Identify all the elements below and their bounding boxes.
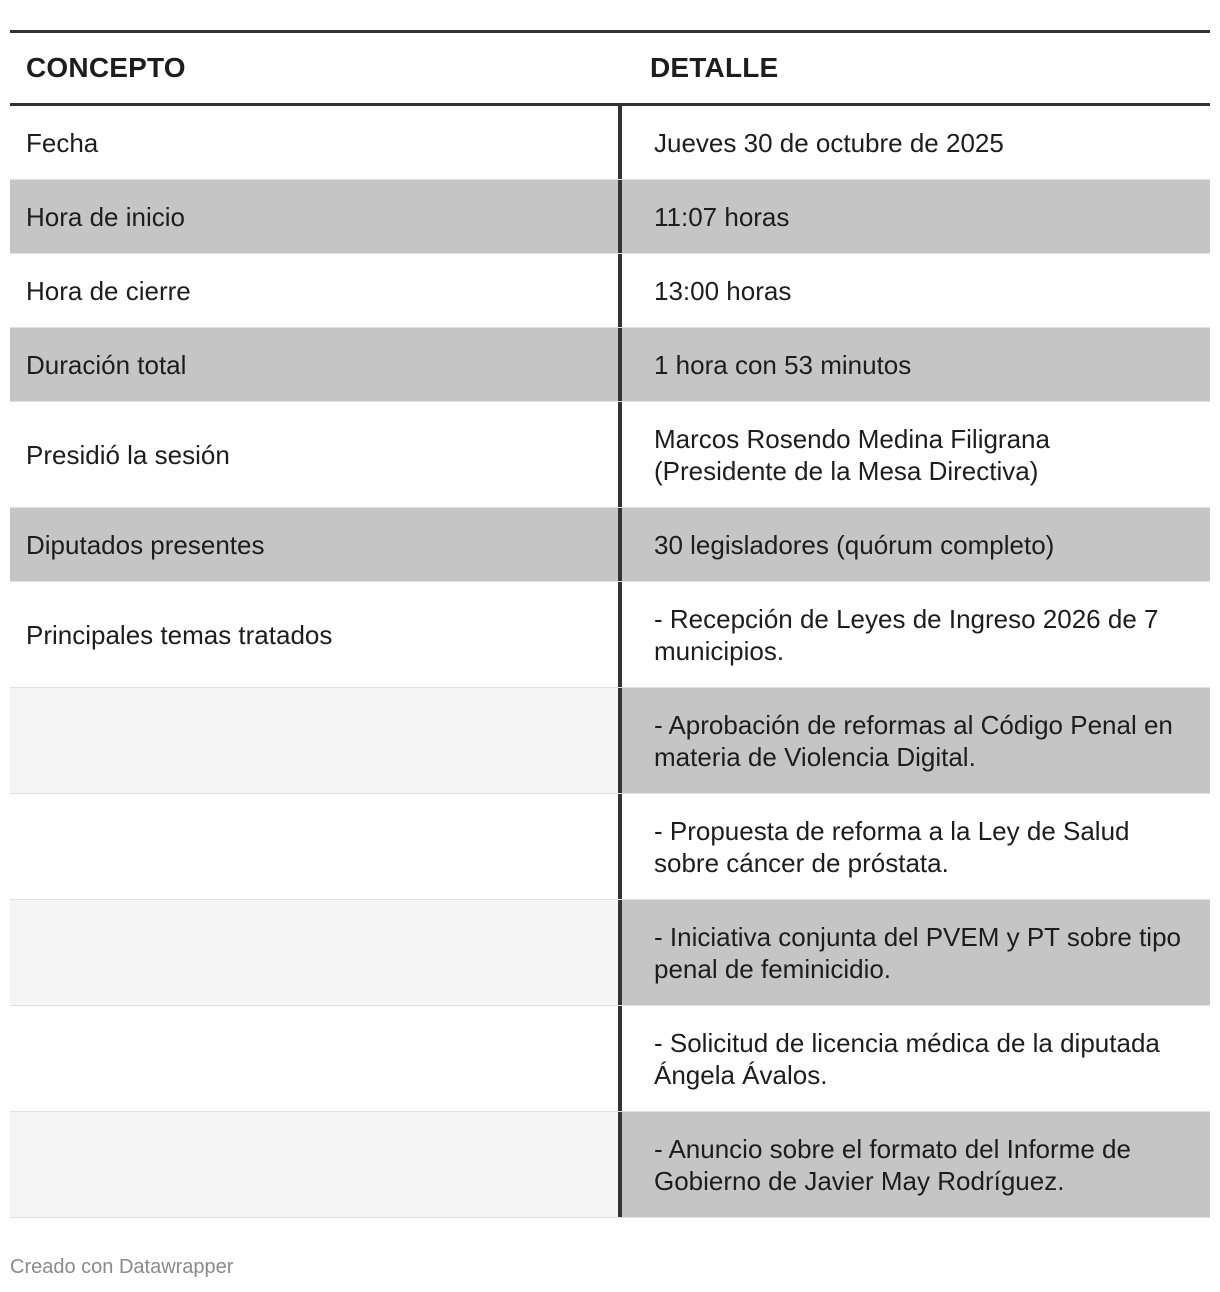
- cell-concepto: [10, 1006, 622, 1111]
- table-row: [10, 508, 1210, 582]
- table-row: [10, 794, 1210, 900]
- cell-detalle: Jueves 30 de octubre de 2025: [654, 127, 1004, 158]
- cell-detalle: Marcos Rosendo Medina Filigrana (Presidente de la Mesa Directiva): [654, 423, 1050, 486]
- table-row: [10, 180, 1210, 254]
- cell-detalle: - Solicitud de licencia médica de la diputada Ángela Ávalos.: [654, 1027, 1160, 1090]
- column-header-concepto: CONCEPTO: [26, 52, 186, 83]
- cell-detalle: 13:00 horas: [654, 275, 792, 306]
- column-header-detalle: DETALLE: [650, 52, 779, 83]
- table-row: [10, 1006, 1210, 1112]
- cell-detalle: - Recepción de Leyes de Ingreso 2026 de 7 municipios.: [654, 603, 1159, 666]
- table-row: [10, 900, 1210, 1006]
- cell-concepto: Hora de cierre: [10, 254, 622, 327]
- cell-concepto: Presidió la sesión: [10, 402, 622, 507]
- cell-concepto: Fecha: [10, 106, 622, 179]
- table-row: [10, 582, 1210, 688]
- table-row: [10, 106, 1210, 180]
- cell-detalle: 11:07 horas: [654, 201, 790, 232]
- cell-detalle: - Iniciativa conjunta del PVEM y PT sobre tipo penal de feminicidio.: [622, 900, 1210, 1005]
- cell-concepto: Duración total: [10, 328, 622, 401]
- cell-detalle: 1 hora con 53 minutos: [654, 349, 912, 380]
- cell-concepto: [10, 794, 622, 899]
- table-row: [10, 402, 1210, 508]
- cell-concepto: [10, 1112, 622, 1217]
- cell-detalle: - Anuncio sobre el formato del Informe de Gobierno de Javier May Rodríguez.: [622, 1112, 1210, 1217]
- table-header: [10, 33, 1210, 106]
- table-row: [10, 328, 1210, 402]
- cell-concepto: [10, 900, 622, 1005]
- cell-detalle: 30 legisladores (quórum completo): [654, 529, 1055, 560]
- cell-concepto: Diputados presentes: [10, 508, 622, 581]
- cell-concepto: Principales temas tratados: [10, 582, 622, 687]
- cell-concepto: Hora de inicio: [10, 180, 622, 253]
- table-row: [10, 688, 1210, 794]
- table-row: [10, 254, 1210, 328]
- cell-detalle: - Propuesta de reforma a la Ley de Salud sobre cáncer de próstata.: [654, 815, 1130, 878]
- cell-concepto: [10, 688, 622, 793]
- table-row: [10, 1112, 1210, 1218]
- cell-detalle: - Aprobación de reformas al Código Penal en materia de Violencia Digital.: [622, 688, 1210, 793]
- data-table: [10, 30, 1210, 1218]
- datawrapper-credit: Creado con Datawrapper: [10, 1256, 234, 1278]
